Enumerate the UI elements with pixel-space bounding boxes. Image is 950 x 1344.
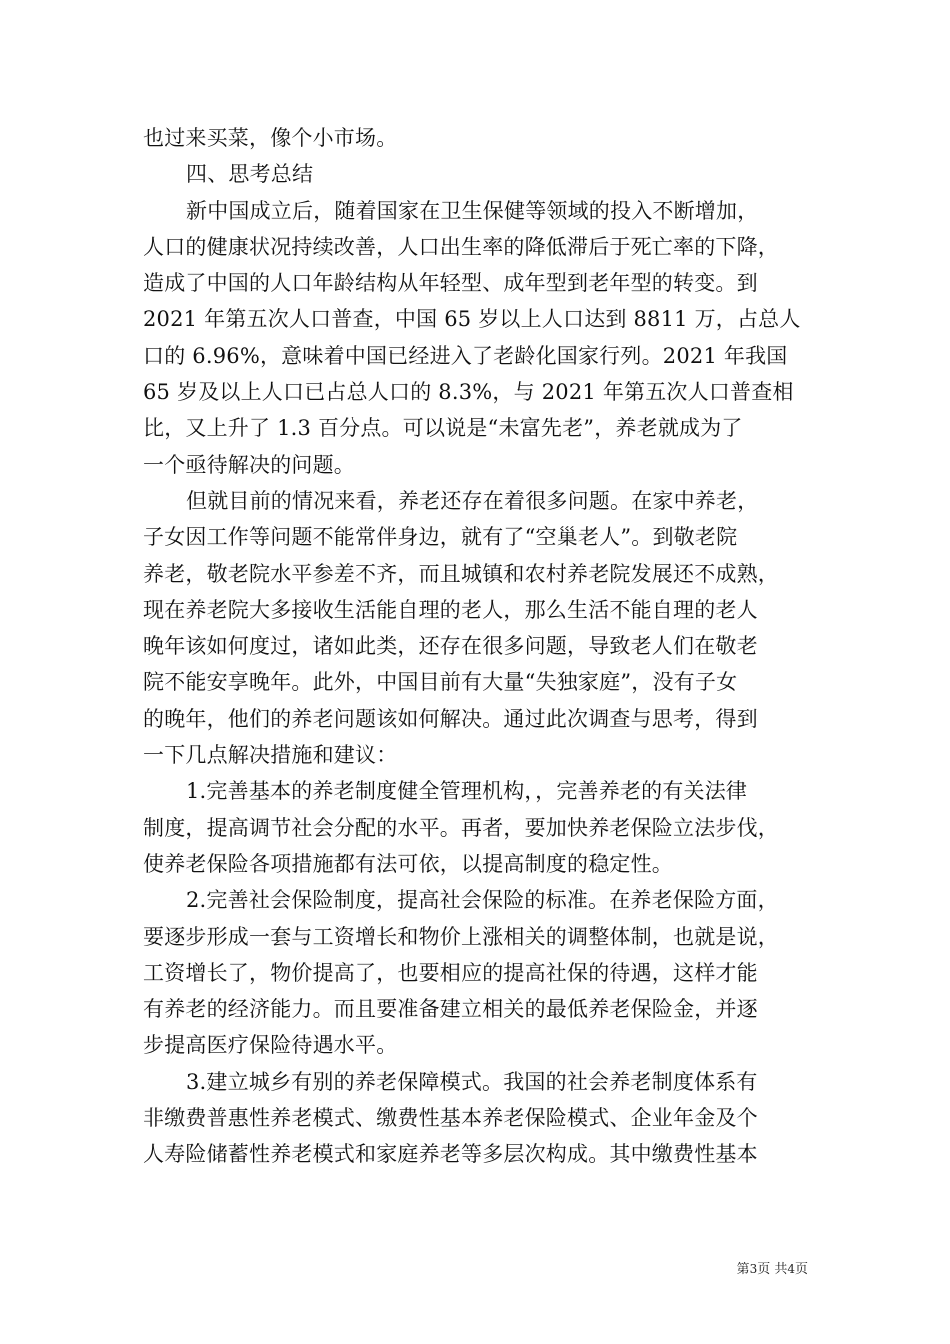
footer-prefix: 第 <box>736 1262 750 1277</box>
text-line: 比，又上升了 1.3 百分点。可以说是“未富先老”，养老就成为了 <box>143 416 743 441</box>
text-line: 的晚年，他们的养老问题该如何解决。通过此次调查与思考，得到 <box>143 706 758 731</box>
text-line: 有养老的经济能力。而且要准备建立相关的最低养老保险金，并逐 <box>143 997 758 1022</box>
text-line: 现在养老院大多接收生活能自理的老人，那么生活不能自理的老人 <box>143 597 758 622</box>
text-line: 造成了中国的人口年龄结构从年轻型、成年型到老年型的转变。到 <box>143 271 758 296</box>
text-line: 制度，提高调节社会分配的水平。再者，要加快养老保险立法步伐， <box>143 815 779 840</box>
text-line: 人寿险储蓄性养老模式和家庭养老等多层次构成。其中缴费性基本 <box>143 1142 758 1167</box>
total-page-number: 4 <box>787 1262 795 1276</box>
footer-middle: 页 共 <box>757 1262 788 1277</box>
footer-suffix: 页 <box>794 1262 808 1277</box>
page-footer <box>650 1258 808 1277</box>
text-line: 1.完善基本的养老制度健全管理机构，，完善养老的有关法律 <box>186 779 748 804</box>
text-line: 也过来买菜，像个小市场。 <box>143 126 398 150</box>
text-line: 2.完善社会保险制度，提高社会保险的标准。在养老保险方面， <box>186 888 779 913</box>
text-line: 步提高医疗保险待遇水平。 <box>143 1033 398 1058</box>
text-line: 新中国成立后，随着国家在卫生保健等领域的投入不断增加， <box>186 198 759 223</box>
text-line: 养老，敬老院水平参差不齐，而且城镇和农村养老院发展还不成熟， <box>143 561 779 586</box>
text-line: 2021 年第五次人口普查，中国 65 岁以上人口达到 8811 万，占总人 <box>143 307 801 332</box>
text-line: 子女因工作等问题不能常伴身边，就有了“空巢老人”。到敬老院 <box>143 525 738 550</box>
text-line: 3.建立城乡有别的养老保障模式。我国的社会养老制度体系有 <box>186 1069 758 1094</box>
text-line: 非缴费普惠性养老模式、缴费性基本养老保险模式、企业年金及个 <box>143 1106 758 1131</box>
text-line: 使养老保险各项措施都有法可依，以提高制度的稳定性。 <box>143 851 673 876</box>
text-line: 工资增长了，物价提高了，也要相应的提高社保的待遇，这样才能 <box>143 960 758 985</box>
text-line: 口的 6.96%，意味着中国已经进入了老龄化国家行列。2021 年我国 <box>143 343 788 368</box>
current-page-number: 3 <box>749 1262 758 1276</box>
text-line: 但就目前的情况来看，养老还存在着很多问题。在家中养老， <box>186 488 759 513</box>
text-line: 晚年该如何度过，诸如此类，还存在很多问题，导致老人们在敬老 <box>143 634 758 659</box>
text-line: 65 岁及以上人口已占总人口的 8.3%，与 2021 年第五次人口普查相 <box>143 380 794 405</box>
text-line: 一个亟待解决的问题。 <box>143 452 355 477</box>
text-line: 四、思考总结 <box>186 162 314 187</box>
text-line: 人口的健康状况持续改善，人口出生率的降低滞后于死亡率的下降， <box>143 234 779 259</box>
text-line: 一下几点解决措施和建议： <box>143 743 398 768</box>
document-body <box>143 120 807 1173</box>
text-line: 院不能安享晚年。此外，中国目前有大量“失独家庭”，没有子女 <box>143 670 738 695</box>
text-line: 要逐步形成一套与工资增长和物价上涨相关的调整体制，也就是说， <box>143 924 779 949</box>
